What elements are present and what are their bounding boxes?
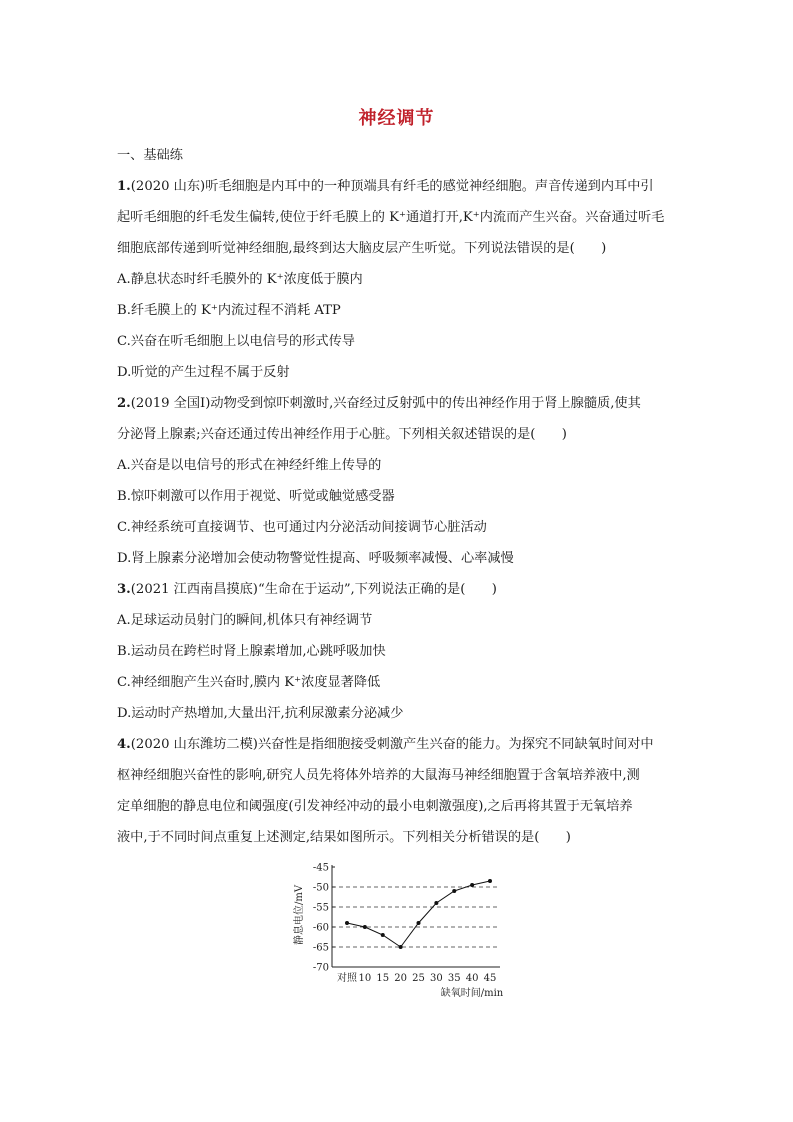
x-tick-label: 10 — [358, 973, 372, 984]
question-3-option-b: B.运动员在跨栏时肾上腺素增加,心跳呼吸加快 — [117, 644, 386, 659]
question-2-option-a: A.兴奋是以电信号的形式在神经纤维上传导的 — [117, 458, 382, 473]
question-1-option-d: D.听觉的产生过程不属于反射 — [117, 365, 290, 380]
section-heading: 一、基础练 — [117, 148, 183, 163]
question-1-option-c: C.兴奋在听毛细胞上以电信号的形式传导 — [117, 334, 355, 349]
y-axis-label: 静息电位/mV — [294, 884, 305, 946]
page-title: 神经调节 — [358, 108, 435, 129]
question-3-option-a: A.足球运动员射门的瞬间,机体只有神经调节 — [117, 613, 373, 628]
data-point — [381, 933, 385, 937]
x-tick-label: 45 — [483, 973, 497, 984]
question-1-line-2: 起听毛细胞的纤毛发生偏转,使位于纤毛膜上的 K⁺通道打开,K⁺内流而产生兴奋。兴奋通过听毛 — [117, 210, 665, 225]
question-4-line-2: 枢神经细胞兴奋性的影响,研究人员先将体外培养的大鼠海马神经细胞置于含氧培养液中,测 — [117, 768, 640, 783]
y-tick-label: -50 — [312, 882, 329, 894]
y-tick-label: -70 — [312, 962, 329, 974]
y-tick-label: -45 — [312, 862, 329, 874]
x-tick-label: 25 — [412, 973, 425, 984]
data-point — [452, 889, 456, 893]
x-tick-label: 35 — [447, 973, 461, 984]
question-4-number: 4. — [117, 737, 131, 752]
y-tick-label: -55 — [312, 902, 329, 914]
x-tick-label: 15 — [376, 973, 390, 984]
data-point — [417, 921, 421, 925]
question-4-line-1: 4.(2020 山东潍坊二模)兴奋性是指细胞接受刺激产生兴奋的能力。为探究不同缺氧时间对中 — [117, 737, 654, 752]
series-line — [347, 881, 490, 947]
data-point — [488, 879, 492, 883]
question-4-line-3: 定单细胞的静息电位和阈强度(引发神经冲动的最小电刺激强度),之后再将其置于无氧培养 — [117, 799, 633, 814]
question-3-number: 3. — [117, 582, 131, 597]
question-4-line-4: 液中,于不同时间点重复上述测定,结果如图所示。下列相关分析错误的是( ) — [117, 830, 571, 845]
question-1-line-3: 细胞底部传递到听觉神经细胞,最终到达大脑皮层产生听觉。下列说法错误的是( ) — [117, 241, 607, 256]
data-point — [399, 945, 403, 949]
question-2-option-c: C.神经系统可直接调节、也可通过内分泌活动间接调节心脏活动 — [117, 520, 487, 535]
x-tick-label: 20 — [394, 973, 407, 984]
x-tick-label: 对照 — [337, 973, 357, 984]
data-point — [434, 901, 438, 905]
x-tick-label: 40 — [465, 973, 479, 984]
data-point — [363, 925, 367, 929]
question-1-number: 1. — [117, 179, 131, 194]
question-1-option-a: A.静息状态时纤毛膜外的 K⁺浓度低于膜内 — [117, 272, 363, 287]
question-2-line-1: 2.(2019 全国Ⅰ)动物受到惊吓刺激时,兴奋经过反射弧中的传出神经作用于肾上腺髓质,使其 — [117, 396, 641, 411]
resting-potential-chart — [290, 855, 510, 1005]
question-3-line-1: 3.(2021 江西南昌摸底)“生命在于运动”,下列说法正确的是( ) — [117, 582, 497, 597]
x-axis-label: 缺氧时间/min — [440, 988, 504, 999]
data-point — [345, 921, 349, 925]
question-1-line-1: 1.(2020 山东)听毛细胞是内耳中的一种顶端具有纤毛的感觉神经细胞。声音传递到内耳中引 — [117, 179, 654, 194]
x-tick-label: 30 — [430, 973, 443, 984]
data-point — [470, 883, 474, 887]
question-3-option-c: C.神经细胞产生兴奋时,膜内 K⁺浓度显著降低 — [117, 675, 381, 690]
question-2-line-2: 分泌肾上腺素;兴奋还通过传出神经作用于心脏。下列相关叙述错误的是( ) — [117, 427, 567, 442]
question-1-option-b: B.纤毛膜上的 K⁺内流过程不消耗 ATP — [117, 303, 341, 318]
y-tick-label: -60 — [312, 922, 329, 934]
y-tick-label: -65 — [312, 942, 329, 954]
question-2-option-d: D.肾上腺素分泌增加会使动物警觉性提高、呼吸频率减慢、心率减慢 — [117, 551, 514, 566]
question-3-option-d: D.运动时产热增加,大量出汗,抗利尿激素分泌减少 — [117, 706, 404, 721]
question-2-option-b: B.惊吓刺激可以作用于视觉、听觉或触觉感受器 — [117, 489, 395, 504]
question-2-number: 2. — [117, 396, 131, 411]
